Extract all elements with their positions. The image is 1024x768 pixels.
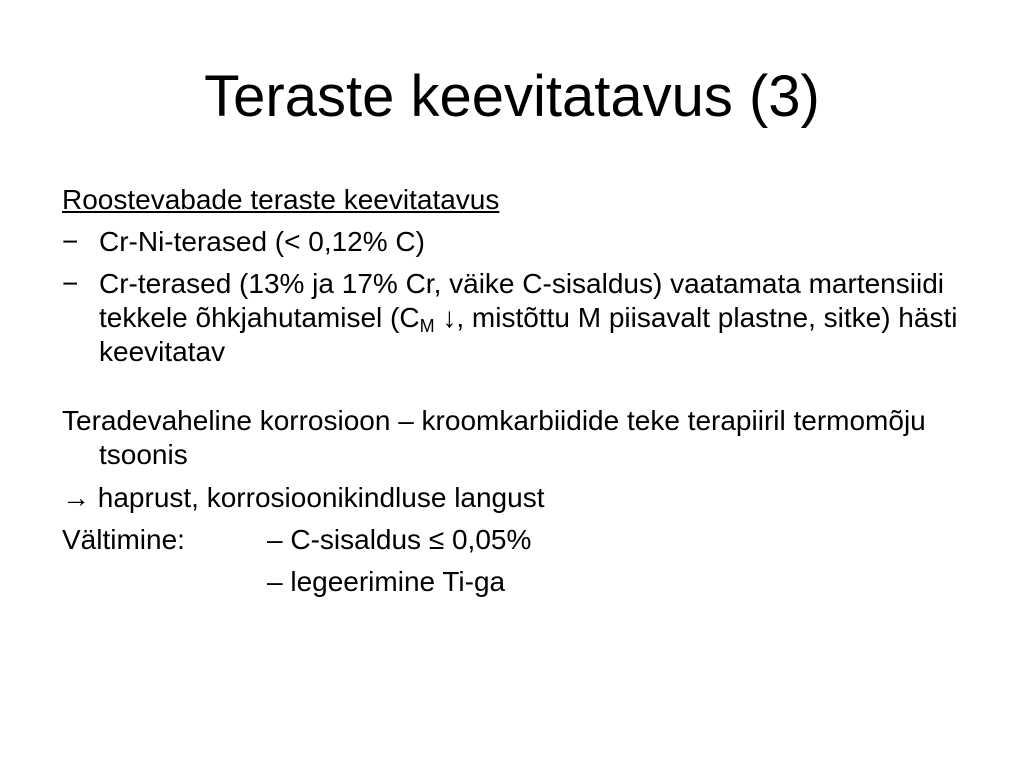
avoidance-label-spacer xyxy=(62,565,267,599)
spacer xyxy=(62,369,972,404)
bullet-text-end: ↓, mistõttu M piisavalt plastne, sitke) hästi keevitatav xyxy=(99,302,958,367)
dash-marker: − xyxy=(62,268,79,299)
avoidance-row xyxy=(62,523,972,557)
consequence-text: → haprust, korrosioonikindluse langust xyxy=(62,482,545,513)
slide-body xyxy=(62,183,972,599)
subscript-text: M xyxy=(419,316,435,336)
bullet-text-start: Cr-terased (13% ja 17% Cr, väike C-sisaldus) vaatamata martensiidi tekkele õhkjahutamisel (C xyxy=(99,268,944,333)
slide-title: Teraste keevitatavus (3) xyxy=(204,64,820,129)
avoidance-row xyxy=(62,565,972,599)
bullet-text xyxy=(99,267,972,369)
bullet-text: Cr-Ni-terased (< 0,12% C) xyxy=(99,226,425,257)
bullet-item xyxy=(62,225,972,259)
corrosion-text: Teradevaheline korrosioon – kroomkarbiidide teke terapiiril termomõju tsoonis xyxy=(62,405,926,470)
avoidance-label: Vältimine: xyxy=(62,524,185,555)
avoidance-item: – C-sisaldus ≤ 0,05% xyxy=(267,524,532,555)
avoidance-item: – legeerimine Ti-ga xyxy=(267,566,506,597)
bullet-item xyxy=(62,267,972,369)
section-heading: Roostevabade teraste keevitatavus xyxy=(62,184,500,215)
dash-marker: − xyxy=(62,226,79,257)
